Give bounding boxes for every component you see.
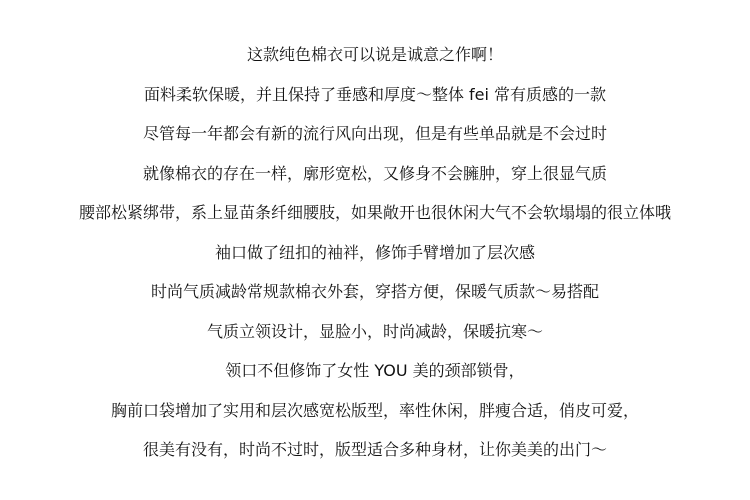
description-line: 气质立领设计，显脸小，时尚减龄，保暖抗寒～ — [206, 321, 543, 341]
product-description — [0, 35, 750, 470]
description-line: 时尚气质减龄常规款棉衣外套，穿搭方便，保暖气质款～易搭配 — [150, 282, 599, 301]
description-line: 胸前口袋增加了实用和层次感宽松版型，率性休闲，胖瘦合适，俏皮可爱， — [110, 400, 639, 420]
description-line: 领口不但修饰了女性 YOU 美的颈部锁骨， — [225, 361, 525, 380]
description-line: 腰部松紧绑带，系上显苗条纤细腰肢，如果敞开也很休闲大气不会软塌塌的很立体哦 — [78, 203, 671, 222]
description-line: 就像棉衣的存在一样，廓形宽松，又修身不会臃肿，穿上很显气质 — [142, 163, 607, 183]
description-line: 尽管每一年都会有新的流行风向出现，但是有些单品就是不会过时 — [142, 124, 607, 143]
description-line: 很美有没有，时尚不过时，版型适合多种身材，让你美美的出门～ — [142, 440, 607, 459]
description-line: 面料柔软保暖，并且保持了垂感和厚度～整体 fei 常有质感的一款 — [143, 84, 607, 104]
description-line: 袖口做了纽扣的袖袢，修饰手臂增加了层次感 — [214, 242, 535, 262]
description-line: 这款纯色棉衣可以说是诚意之作啊！ — [246, 45, 503, 64]
